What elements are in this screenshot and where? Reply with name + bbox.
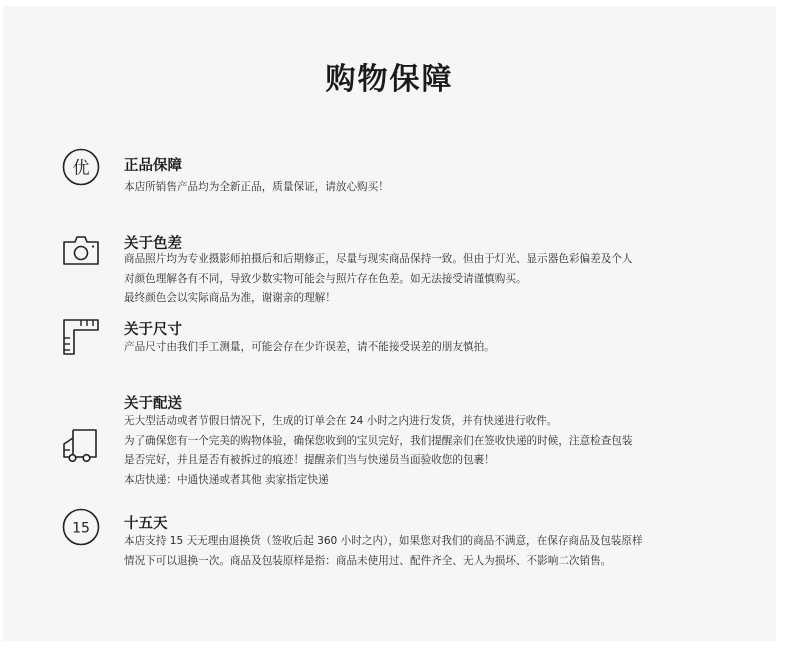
section-text-line: 情况下可以退换一次。商品及包装原样是指：商品未使用过、配件齐全、无人为损坏、不影响二次销售。 [124,554,612,567]
svg-text:优: 优 [72,158,90,179]
section-body [124,412,724,490]
delivery-truck-icon [60,424,102,466]
camera-icon [60,228,102,270]
svg-text:15: 15 [72,520,90,537]
section-body [124,178,724,198]
section-text-line: 为了确保您有一个完美的购物体验，确保您收到的宝贝完好，我们提醒亲们在签收快递的时候，注意检查包装 [124,434,633,447]
guarantee-panel [3,6,776,641]
section-text-line: 本店所销售产品均为全新正品，质量保证，请放心购买！ [124,181,389,193]
section-body [124,250,724,309]
section-heading: 十五天 [124,515,168,532]
section-text-line: 对颜色理解各有不同，导致少数实物可能会与照片存在色差。如无法接受请谨慎购买。 [124,272,527,285]
section-text-line: 商品照片均为专业摄影师拍摄后和后期修正，尽量与现实商品保持一致。但由于灯光、显示器色彩偏差及个人 [124,253,633,265]
ruler-icon [60,316,102,358]
section-text-line: 本店快递：中通快递或者其他 卖家指定快递 [124,473,329,486]
section-text-line: 是否完好，并且是否有被拆过的痕迹！提醒亲们当与快递员当面验收您的包裹！ [124,454,495,466]
section-text-line: 无大型活动或者节假日情况下，生成的订单会在 24 小时之内进行发货，并有快递进行收件。 [124,415,558,427]
section-heading: 正品保障 [124,157,182,174]
section-heading: 关于尺寸 [124,321,182,338]
section-text-line: 本店支持 15 天无理由退换货（签收后起 360 小时之内），如果您对我们的商品不满意，在保存商品及包装原样 [124,535,643,547]
page-title: 购物保障 [325,62,454,97]
section-heading: 关于色差 [124,235,182,252]
section-body [124,532,724,571]
section-text-line: 最终颜色会以实际商品为准，谢谢亲的理解！ [124,292,336,304]
you-badge-icon [60,146,102,188]
section-heading: 关于配送 [124,395,182,412]
section-body [124,338,724,358]
section-text-line: 产品尺寸由我们手工测量，可能会存在少许误差，请不能接受误差的朋友慎拍。 [124,341,495,353]
fifteen-days-icon [60,506,102,548]
